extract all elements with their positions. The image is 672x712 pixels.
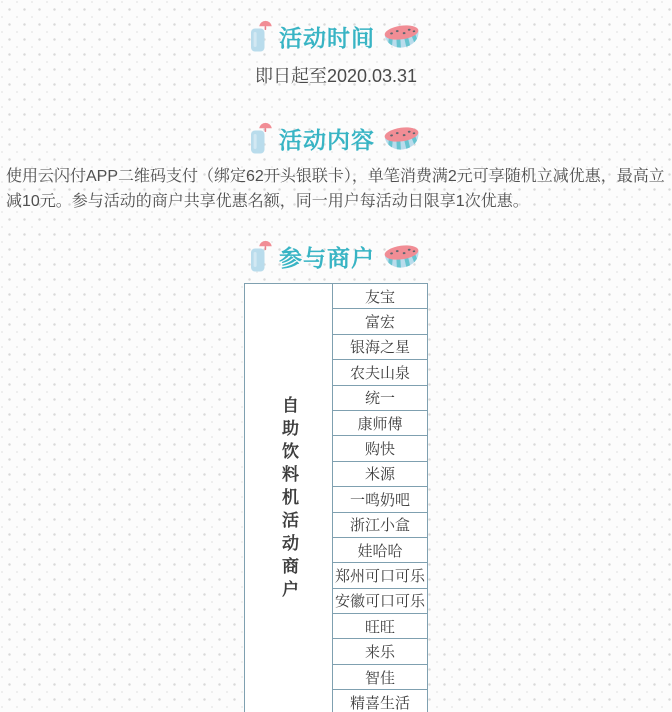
section-header-time: [0, 18, 672, 54]
merchant-rows: [333, 284, 427, 712]
table-row: [333, 411, 427, 436]
merchant-category-label: 自助饮料机活动商户: [279, 396, 298, 604]
drink-cup-icon: [250, 239, 272, 273]
merchant-name: 购快: [364, 441, 395, 459]
merchant-name: 智佳: [364, 669, 395, 687]
merchant-name: 精喜生活: [349, 695, 410, 712]
table-row: [333, 309, 427, 334]
merchant-name: 一鸣奶吧: [349, 491, 410, 509]
drink-cup-icon: [250, 19, 272, 53]
merchant-name: 友宝: [364, 288, 395, 306]
drink-cup-icon: [250, 121, 272, 155]
table-row: [333, 589, 427, 614]
merchant-name: 郑州可口可乐: [334, 567, 425, 585]
activity-date: 即日起至2020.03.31: [254, 66, 418, 86]
table-row: [333, 386, 427, 411]
table-row: [333, 462, 427, 487]
section-title: 活动时间: [279, 24, 375, 51]
merchant-name: 来乐: [364, 644, 395, 662]
table-row: [333, 335, 427, 360]
table-row: [333, 538, 427, 563]
table-row: [333, 690, 427, 712]
merchant-name: 浙江小盒: [349, 517, 410, 535]
watermelon-bowl-icon: [382, 121, 422, 155]
merchant-name: 康师傅: [357, 415, 403, 433]
merchant-name: 娃哈哈: [357, 542, 403, 560]
table-row: [333, 563, 427, 588]
watermelon-bowl-icon: [382, 239, 422, 273]
watermelon-bowl-icon: [382, 19, 422, 53]
merchant-name: 统一: [364, 390, 395, 408]
merchant-name: 银海之星: [349, 339, 410, 357]
table-row: [333, 665, 427, 690]
section-header-content: [0, 120, 672, 156]
table-row: [333, 436, 427, 461]
table-row: [333, 487, 427, 512]
table-row: [333, 513, 427, 538]
table-row: [333, 614, 427, 639]
merchant-category-cell: [245, 284, 333, 712]
merchant-name: 安徽可口可乐: [334, 593, 425, 611]
merchant-name: 米源: [364, 466, 395, 484]
merchant-table: [244, 283, 428, 712]
section-title: 参与商户: [279, 244, 375, 271]
merchant-name: 旺旺: [364, 618, 395, 636]
section-header-merchants: [0, 238, 672, 274]
table-row: [333, 284, 427, 309]
table-row: [333, 360, 427, 385]
table-row: [333, 639, 427, 664]
merchant-name: 富宏: [364, 314, 395, 332]
section-title: 活动内容: [279, 126, 375, 153]
merchant-name: 农夫山泉: [349, 364, 410, 382]
activity-description: 使用云闪付APP二维码支付（绑定62开头银联卡），单笔消费满2元可享随机立减优惠，最高立减10元。参与活动的商户共享优惠名额，同一用户每活动日限享1次优惠。: [6, 168, 665, 210]
